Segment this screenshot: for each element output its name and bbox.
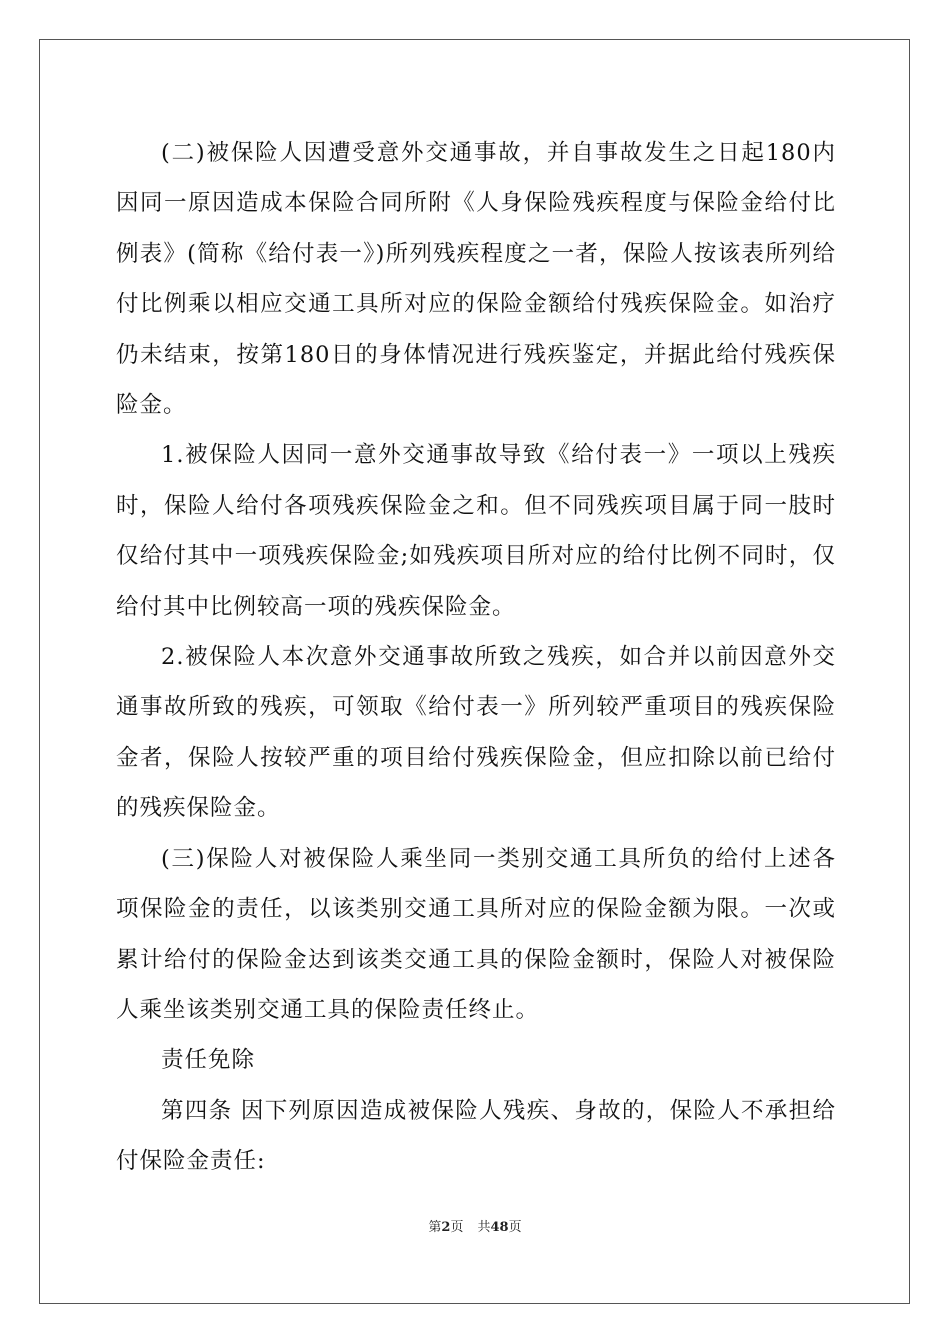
page-suffix: 页 (450, 1220, 464, 1235)
total-suffix: 页 (508, 1220, 522, 1235)
section-heading-exclusions: 责任免除 (161, 1047, 256, 1074)
paragraph-item-1: 1.被保险人因同一意外交通事故导致《给付表一》一项以上残疾时，保险人给付各项残疾保险金之和。但不同残疾项目属于同一肢时仅给付其中一项残疾保险金;如残疾项目所对应的给付比例不同时，仅给付其中比例较高一项的残疾保险金。 (116, 442, 836, 620)
document-body (116, 128, 836, 1187)
page-footer (0, 1220, 950, 1236)
total-prefix: 共 (477, 1220, 491, 1235)
paragraph-disability-benefit: (二)被保险人因遭受意外交通事故，并自事故发生之日起180内因同一原因造成本保险合同所附《人身保险残疾程度与保险金给付比例表》(简称《给付表一》)所列残疾程度之一者，保险人按该表所列给付比例乘以相应交通工具所对应的保险金额给付残疾保险金。如治疗仍未结束，按第180日的身体情况进行残疾鉴定，并据此给付残疾保险金。 (116, 140, 836, 419)
total-pages: 48 (490, 1220, 509, 1235)
page-prefix: 第 (428, 1220, 442, 1235)
page-number: 2 (441, 1220, 451, 1235)
paragraph-item-2: 2.被保险人本次意外交通事故所致之残疾，如合并以前因意外交通事故所致的残疾，可领取《给付表一》所列较严重项目的残疾保险金者，保险人按较严重的项目给付残疾保险金，但应扣除以前已给付的残疾保险金。 (116, 644, 836, 822)
paragraph-liability-limit: (三)保险人对被保险人乘坐同一类别交通工具所负的给付上述各项保险金的责任，以该类别交通工具所对应的保险金额为限。一次或累计给付的保险金达到该类交通工具的保险金额时，保险人对被保险人乘坐该类别交通工具的保险责任终止。 (116, 845, 836, 1023)
paragraph-article-4: 第四条 因下列原因造成被保险人残疾、身故的，保险人不承担给付保险金责任: (116, 1097, 836, 1175)
